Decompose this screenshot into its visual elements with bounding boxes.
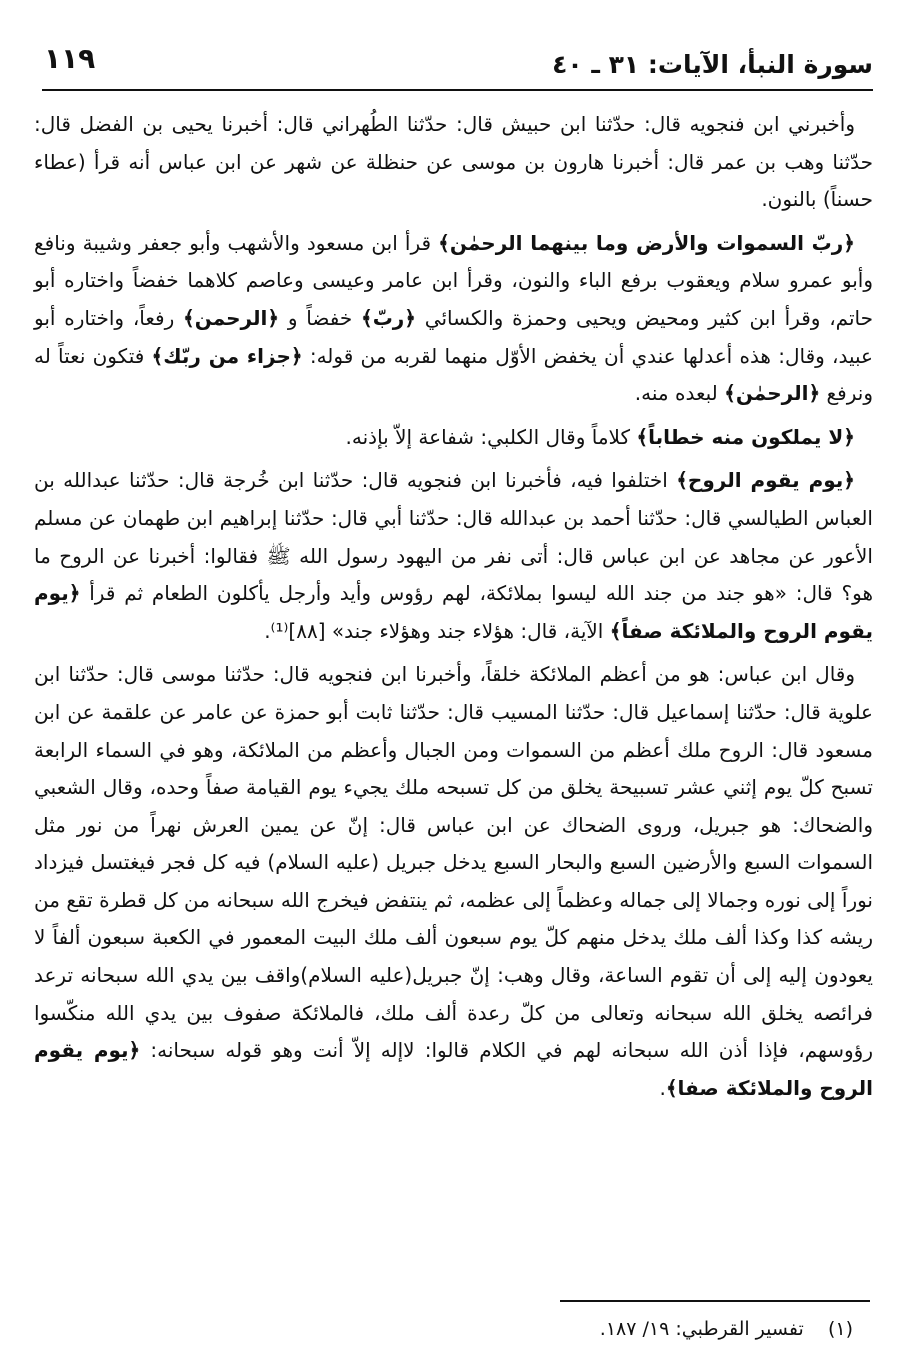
running-head: سورة النبأ، الآيات: ٣١ ـ ٤٠ bbox=[552, 50, 873, 79]
paragraph-text: لبعده منه. bbox=[634, 381, 725, 406]
paragraph-text: خفضاً و bbox=[279, 305, 361, 330]
footnote bbox=[600, 1318, 853, 1340]
paragraph bbox=[34, 419, 873, 457]
paragraph-text: فتكون نعتاً له ونرفع bbox=[34, 343, 873, 406]
paragraph-text: الآية، قال: هؤلاء جند وهؤلاء جند» [٨٨]⁽¹⁾. bbox=[264, 618, 610, 643]
quran-verse: ﴿الرحمن﴾ bbox=[183, 305, 280, 330]
quran-verse: ﴿لا يملكون منه خطاباً﴾ bbox=[636, 424, 855, 449]
quran-verse: ﴿الرحمٰن﴾ bbox=[724, 381, 821, 406]
paragraph bbox=[34, 225, 873, 413]
page-header bbox=[30, 28, 873, 88]
paragraph-text: اختلفوا فيه، فأخبرنا ابن فنجويه قال: حدّثنا ابن خُرجة قال: حدّثنا عبدالله بن العباس الطيالسي قال: حدّثنا أحمد بن عبدالله قال: حدّثنا أبي قال: حدّثنا إبراهيم ابن طهمان عن مسلم الأعور عن مجاهد عن ابن عباس قال: أتى نفر من اليهود رسول الله ﷺ فقالوا: أخبرنا عن الروح ما هو؟ قال: «هو جند من جند الله ليسوا بملائكة، لهم رؤوس وأيد وأرجل يأكلون الطعام ثم قرأ bbox=[34, 468, 873, 606]
footnote-marker: (١) bbox=[827, 1318, 853, 1340]
paragraph-text: كلاماً وقال الكلبي: شفاعة إلاّ بإذنه. bbox=[345, 424, 637, 449]
paragraph bbox=[34, 656, 873, 1107]
paragraph-text: قرأ ابن مسعود والأشهب وأبو جعفر وشيبة ونافع وأبو عمرو سلام ويعقوب برفع الباء والنون، وقرأ ابن عامر وعيسى وعاصم كلاهما خفضاً واختاره أبو حاتم، وقرأ ابن كثير ومحيض ويحيى وحمزة والكسائي bbox=[34, 230, 873, 330]
quran-verse: ﴿ربّ﴾ bbox=[360, 305, 417, 330]
paragraph-text: وأخبرني ابن فنجويه قال: حدّثنا ابن حبيش قال: حدّثنا الطُهراني قال: أخبرنا يحيى بن الفضل قال: حدّثنا وهب بن عمر قال: أخبرنا هارون بن موسى عن حنظلة عن شهر عن ابن عباس أنه قرأ (عطاء حسناً) بالنون. bbox=[34, 112, 873, 212]
quran-verse: ﴿يوم يقوم الروح والملائكة صفاً﴾ bbox=[34, 581, 873, 643]
quran-verse: ﴿جزاء من ربّك﴾ bbox=[151, 343, 303, 368]
body-text bbox=[34, 106, 873, 1107]
paragraph bbox=[34, 462, 873, 650]
paragraph-text: وقال ابن عباس: هو من أعظم الملائكة خلقاً، وأخبرنا ابن فنجويه قال: حدّثنا موسى قال: حدّثنا ابن علوية قال: حدّثنا إسماعيل قال: حدّثنا المسيب قال: حدّثنا ثابت أبو حمزة عن عامر عن علقمة عن ابن مسعود قال: الروح ملك أعظم من السموات ومن الجبال وأعظم من الملائكة، وهو في السماء الرابعة تسبح كلّ يوم إثني عشر تسبيحة يخلق من كل تسبحه ملك يجيء يوم القيامة صفاً وحده، وقال الشعبي والضحاك: هو جبريل، وروى الضحاك عن ابن عباس قال: إنّ عن يمين العرش نهراً من نور مثل السموات السبع والأرضين السبع والبحار السبع يدخل جبريل (عليه السلام) فيه كل فجر فيغتسل فيزداد نوراً إلى نوره وجمالا إلى جماله وعظماً إلى عظمه، ثم ينتفض فيخرج الله سبحانه من كل قطرة تقع من ريشه كذا وكذا ألف ملك يدخل منهم كلّ يوم سبعون ألف ملك البيت المعمور في الكعبة سبعون ألفاً لا يعودون إليه إلى أن تقوم الساعة، وقال وهب: إنّ جبريل(عليه السلام)واقف بين يدي الله سبحانه ترعد فرائصه يخلق الله سبحانه وتعالى من كلّ رعدة ألف ملك، فالملائكة صفوف بين يدي الله منكّسوا رؤوسهم، فإذا أذن الله سبحانه لهم في الكلام قالوا: لاإله إلاّ أنت وهو قوله سبحانه: bbox=[34, 662, 873, 1063]
paragraph-text: . bbox=[659, 1075, 666, 1100]
paragraph-text: رفعاً، واختاره أبو عبيد، وقال: هذه أعدلها عندي أن يخفض الأوّل منهما لقربه من قوله: bbox=[34, 305, 873, 368]
quran-verse: ﴿يوم يقوم الروح والملائكة صفا﴾ bbox=[34, 1038, 873, 1100]
quran-verse: ﴿يوم يقوم الروح﴾ bbox=[676, 468, 855, 493]
paragraph bbox=[34, 106, 873, 219]
footnote-text: تفسير القرطبي: ١٩/ ١٨٧. bbox=[599, 1318, 804, 1340]
header-rule bbox=[42, 89, 873, 91]
page-number: ١١٩ bbox=[44, 42, 96, 75]
quran-verse: ﴿ربّ السموات والأرض وما بينهما الرحمٰن﴾ bbox=[438, 230, 855, 255]
footnote-rule bbox=[560, 1300, 870, 1302]
